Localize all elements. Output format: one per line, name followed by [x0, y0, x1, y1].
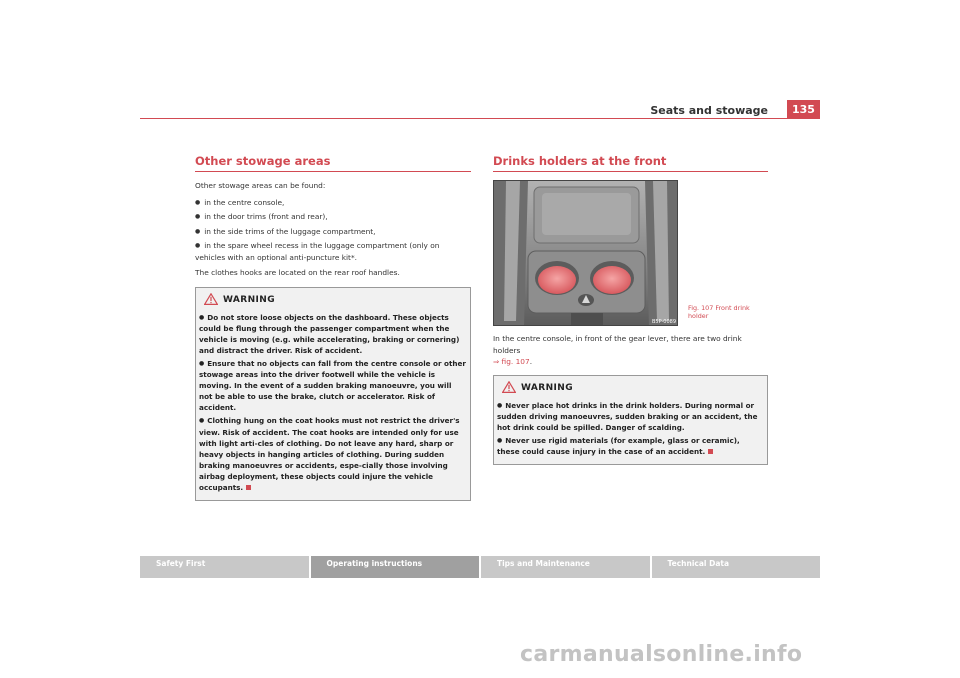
footer-tab-technical-data[interactable]: Technical Data: [652, 556, 821, 578]
left-note: The clothes hooks are located on the rear roof handles.: [195, 268, 400, 277]
right-paragraph: [493, 333, 768, 368]
figure-link[interactable]: ⇒ fig. 107: [493, 357, 530, 366]
warning-header: [494, 376, 767, 400]
footer-tab-safety-first[interactable]: Safety First: [140, 556, 309, 578]
warning-triangle-icon: [204, 293, 218, 308]
left-intro: Other stowage areas can be found:: [195, 181, 326, 190]
list-item: ● in the door trims (front and rear),: [195, 211, 471, 223]
left-column: [195, 154, 527, 501]
header-rule: [140, 118, 820, 119]
left-body: [195, 180, 471, 279]
end-marker-icon: [708, 449, 713, 454]
warning-item-text: Never use rigid materials (for example, glass or ceramic), these could cause injury in the case of an accident.: [497, 435, 740, 456]
right-body-end: .: [529, 357, 533, 366]
warning-item-text: Clothing hung on the coat hooks must not restrict the driver's view. Risk of accident. The coat hooks are intended only for use with light arti-cles of clothing. Do not leave any hard, sharp or heavy objects in hanging articles of clothing. During sudden braking manoeuvres or accidents, espe-cially those involving airbag deployment, these objects could injure the vehicle occupants.: [199, 416, 460, 492]
figure-caption: Fig. 107 Front drink holder: [688, 304, 750, 320]
footer-tab-operating-instructions[interactable]: Operating instructions: [311, 556, 480, 578]
warning-triangle-icon: [502, 381, 516, 396]
right-body-text: In the centre console, in front of the gear lever, there are two drink holders: [493, 334, 742, 355]
figure-row: [493, 180, 768, 326]
drink-holder-photo: [493, 180, 678, 326]
warning-item: ● Do not store loose objects on the dashboard. These objects could be flung through the passenger compartment when the vehicle is moving (e.g. while accelerating, braking or cornering) and distract the driver. Risk of accident.: [199, 312, 467, 356]
warning-label: WARNING: [521, 382, 574, 393]
figure-code: B5P-0089: [651, 319, 676, 325]
warning-item: ● Ensure that no objects can fall from the centre console or other stowage areas into the driver footwell while the vehicle is moving. In the event of a sudden braking manoeuvre, you will not be able to use the brake, clutch or accelerator. Risk of accident.: [199, 358, 467, 413]
warning-header: [196, 288, 470, 312]
warning-item: [497, 435, 764, 457]
list-item: ● in the centre console,: [195, 197, 471, 209]
right-column: [493, 154, 768, 465]
footer-tab-tips-maintenance[interactable]: Tips and Maintenance: [481, 556, 650, 578]
watermark: carmanualsonline.info: [520, 642, 803, 667]
warning-box-right: [493, 375, 768, 466]
warning-item: ● Never place hot drinks in the drink holders. During normal or sudden driving manoeuvres, sudden braking or an accident, the hot drink could be spilled. Danger of scalding.: [497, 400, 764, 433]
right-body: [493, 333, 768, 368]
section-heading-drinks-holders: Drinks holders at the front: [493, 154, 768, 172]
warning-body: [494, 400, 767, 457]
footer-nav: [140, 556, 820, 578]
header-title: Seats and stowage: [650, 104, 768, 117]
page-number: 135: [787, 100, 820, 119]
warning-label: WARNING: [223, 294, 276, 305]
warning-body: [196, 312, 470, 494]
list-item: ● in the side trims of the luggage compartment,: [195, 226, 471, 238]
list-item: ● in the spare wheel recess in the luggage compartment (only on vehicles with an optional anti-puncture kit*.: [195, 240, 471, 263]
end-marker-icon: [246, 485, 251, 490]
stowage-list: [195, 197, 471, 264]
warning-item: [199, 415, 467, 493]
warning-box-left: [195, 287, 471, 502]
section-heading-other-stowage: Other stowage areas: [195, 154, 471, 172]
